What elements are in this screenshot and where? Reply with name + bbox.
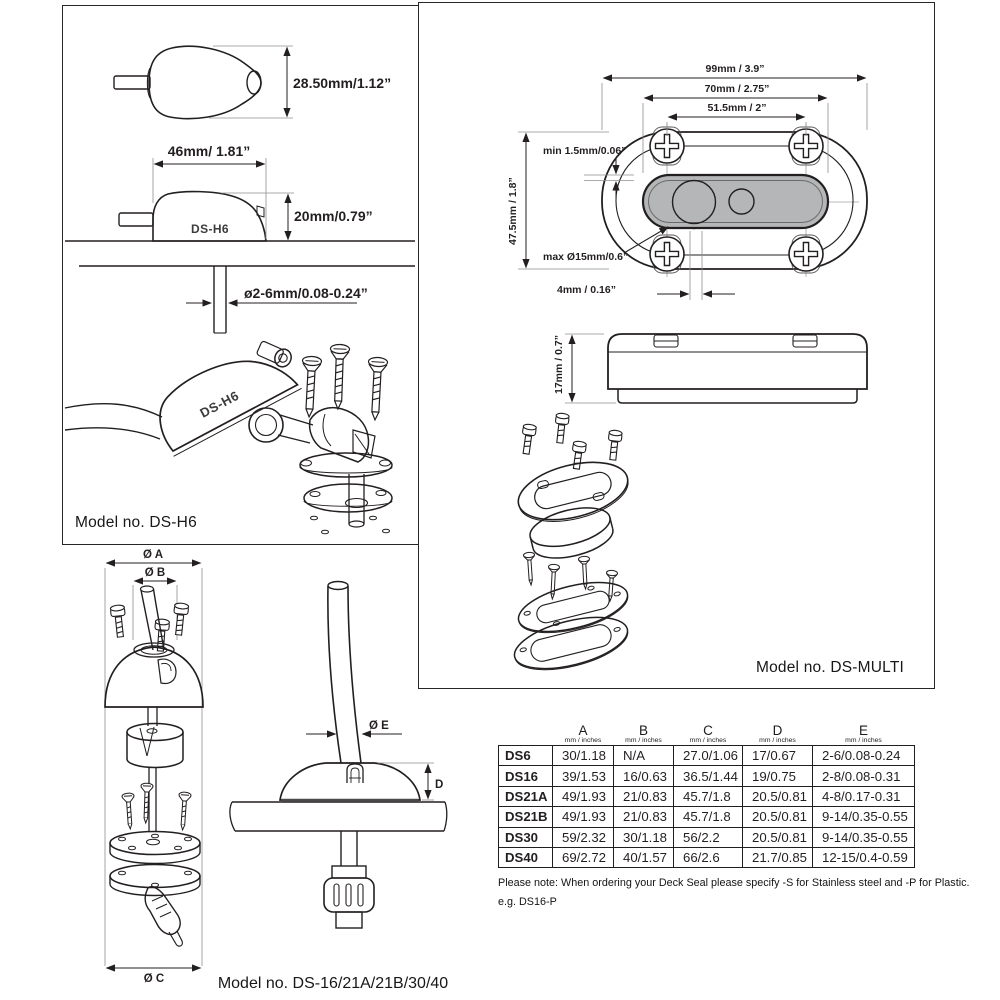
model-label-ds-range: Model no. DS-16/21A/21B/30/40 <box>217 975 449 992</box>
cell: 39/1.53 <box>553 766 614 786</box>
col-header-c: C <box>703 723 713 738</box>
row-label: DS16 <box>499 766 553 786</box>
cell: 9-14/0.35-0.55 <box>813 827 915 847</box>
row-label: DS21B <box>499 807 553 827</box>
dim-label-slot-width: 51.5mm / 2” <box>707 102 767 114</box>
dome-cap <box>105 643 203 707</box>
cell: 17/0.67 <box>743 746 813 766</box>
cable-exit-hole <box>247 71 261 94</box>
table-row <box>499 766 915 786</box>
cell: 19/0.75 <box>743 766 813 786</box>
cell: 20.5/0.81 <box>743 807 813 827</box>
dimension-slot-width <box>667 117 806 136</box>
cable-stub-side <box>119 213 153 226</box>
col-header-b: B <box>638 723 648 738</box>
base-flanges <box>110 832 200 896</box>
dim-label-top-height: 28.50mm/1.12” <box>293 75 392 91</box>
dim-label-d: D <box>435 779 444 791</box>
ds-multi-side-view <box>608 334 867 403</box>
dimension-top-height <box>209 46 293 118</box>
col-unit-b: mm / inches <box>625 737 662 744</box>
tapping-screws <box>523 552 617 601</box>
spec-table <box>498 724 914 868</box>
model-label-ds-h6: Model no. DS-H6 <box>75 514 197 531</box>
machine-screws <box>520 413 623 470</box>
row-label: DS40 <box>499 847 553 867</box>
dimension-dia-b <box>133 581 177 640</box>
ds-range-drawing <box>60 548 510 1000</box>
installed-side-view <box>230 582 447 929</box>
cell: 20.5/0.81 <box>743 827 813 847</box>
col-header-a: A <box>578 723 588 738</box>
dome-screws <box>110 603 189 652</box>
dim-label-body-height: 17mm / 0.7” <box>553 335 565 394</box>
col-unit-c: mm / inches <box>689 737 727 744</box>
dome-side <box>280 763 420 800</box>
dim-label-cable-dia: ø2-6mm/0.08-0.24” <box>244 285 368 301</box>
cell: 20.5/0.81 <box>743 786 813 806</box>
cell: 2-8/0.08-0.31 <box>813 766 915 786</box>
dim-label-e: Ø E <box>369 720 389 732</box>
cell: N/A <box>614 746 674 766</box>
cell: 45.7/1.8 <box>674 807 743 827</box>
note-line1: Please note: When ordering your Deck Seal please specify -S for Stainless steel and -P for Plastic. <box>498 877 970 889</box>
dim-label-c: Ø C <box>143 973 165 985</box>
col-unit-a: mm / inches <box>564 737 602 744</box>
dimension-side-height <box>221 193 294 240</box>
deck-line <box>65 241 415 266</box>
cell: 66/2.6 <box>674 847 743 867</box>
cell: 12-15/0.4-0.59 <box>813 847 915 867</box>
dim-label-max-cable: max Ø15mm/0.6” <box>543 251 629 263</box>
cell: 36.5/1.44 <box>674 766 743 786</box>
col-header-e: E <box>858 723 868 738</box>
cable-stub <box>114 76 150 89</box>
cell: 2-6/0.08-0.24 <box>813 746 915 766</box>
clip-tab <box>257 206 264 217</box>
cell: 21/0.83 <box>614 786 674 806</box>
table-row <box>499 786 915 806</box>
hex-screw <box>256 339 294 369</box>
model-label-ds-multi: Model no. DS-MULTI <box>755 659 904 676</box>
table-header-row <box>499 724 915 746</box>
cell: 4-8/0.17-0.31 <box>813 786 915 806</box>
table-row <box>499 807 915 827</box>
dimension-d <box>378 763 434 800</box>
cell: 45.7/1.8 <box>674 786 743 806</box>
col-unit-e: mm / inches <box>845 737 882 744</box>
dim-label-gap: 4mm / 0.16” <box>557 284 616 296</box>
cell: 30/1.18 <box>614 827 674 847</box>
product-label-side: DS-H6 <box>191 222 230 236</box>
col-unit-d: mm / inches <box>759 737 796 744</box>
ds-h6-top-view <box>114 46 261 118</box>
dim-label-min-cable: min 1.5mm/0.06” <box>543 145 627 157</box>
dim-label-side-height: 20mm/0.79” <box>294 208 373 224</box>
dimension-min-cable <box>584 158 634 199</box>
cell: 59/2.32 <box>553 827 614 847</box>
dim-label-hole-spacing: 70mm / 2.75” <box>704 83 770 95</box>
cable-slot <box>643 175 828 228</box>
dim-label-b: Ø B <box>144 567 166 579</box>
gasket <box>509 608 632 680</box>
cell: 49/1.93 <box>553 786 614 806</box>
ds-multi-top-view <box>602 127 867 273</box>
cell: 9-14/0.35-0.55 <box>813 807 915 827</box>
row-label: DS30 <box>499 827 553 847</box>
dim-label-overall-width: 99mm / 3.9” <box>705 63 765 75</box>
dim-label-side-width: 46mm/ 1.81” <box>167 143 251 159</box>
top-cover <box>512 452 634 531</box>
row-label: DS6 <box>499 746 553 766</box>
table-row <box>499 746 915 766</box>
col-header-d: D <box>772 723 783 738</box>
cable-curve <box>65 404 162 417</box>
product-label-exploded: DS-H6 <box>197 387 242 421</box>
table-row <box>499 847 915 867</box>
table-row <box>499 827 915 847</box>
deck-slab <box>230 802 447 831</box>
cell: 21/0.83 <box>614 807 674 827</box>
rubber-seal-block <box>526 501 617 565</box>
cable-through-deck <box>214 266 226 333</box>
panel-ds-h6 <box>62 5 419 545</box>
ds-multi-exploded-view <box>509 413 634 680</box>
ds-h6-drawing <box>63 6 417 543</box>
row-label: DS21A <box>499 786 553 806</box>
cell: 27.0/1.06 <box>674 746 743 766</box>
cell: 56/2.2 <box>674 827 743 847</box>
cell: 16/0.63 <box>614 766 674 786</box>
pole <box>328 586 341 763</box>
cell: 30/1.18 <box>553 746 614 766</box>
cell: 69/2.72 <box>553 847 614 867</box>
cell: 49/1.93 <box>553 807 614 827</box>
cable-gland <box>324 831 374 928</box>
cell: 21.7/0.85 <box>743 847 813 867</box>
dim-label-a: Ø A <box>142 549 164 561</box>
note-line2: e.g. DS16-P <box>498 895 557 908</box>
cell: 40/1.57 <box>614 847 674 867</box>
swivel-base <box>249 408 392 534</box>
ds-h6-exploded-view <box>65 335 392 534</box>
split-bung <box>127 707 183 832</box>
dim-label-overall-height: 47.5mm / 1.8” <box>507 177 519 245</box>
ordering-note <box>498 874 978 912</box>
